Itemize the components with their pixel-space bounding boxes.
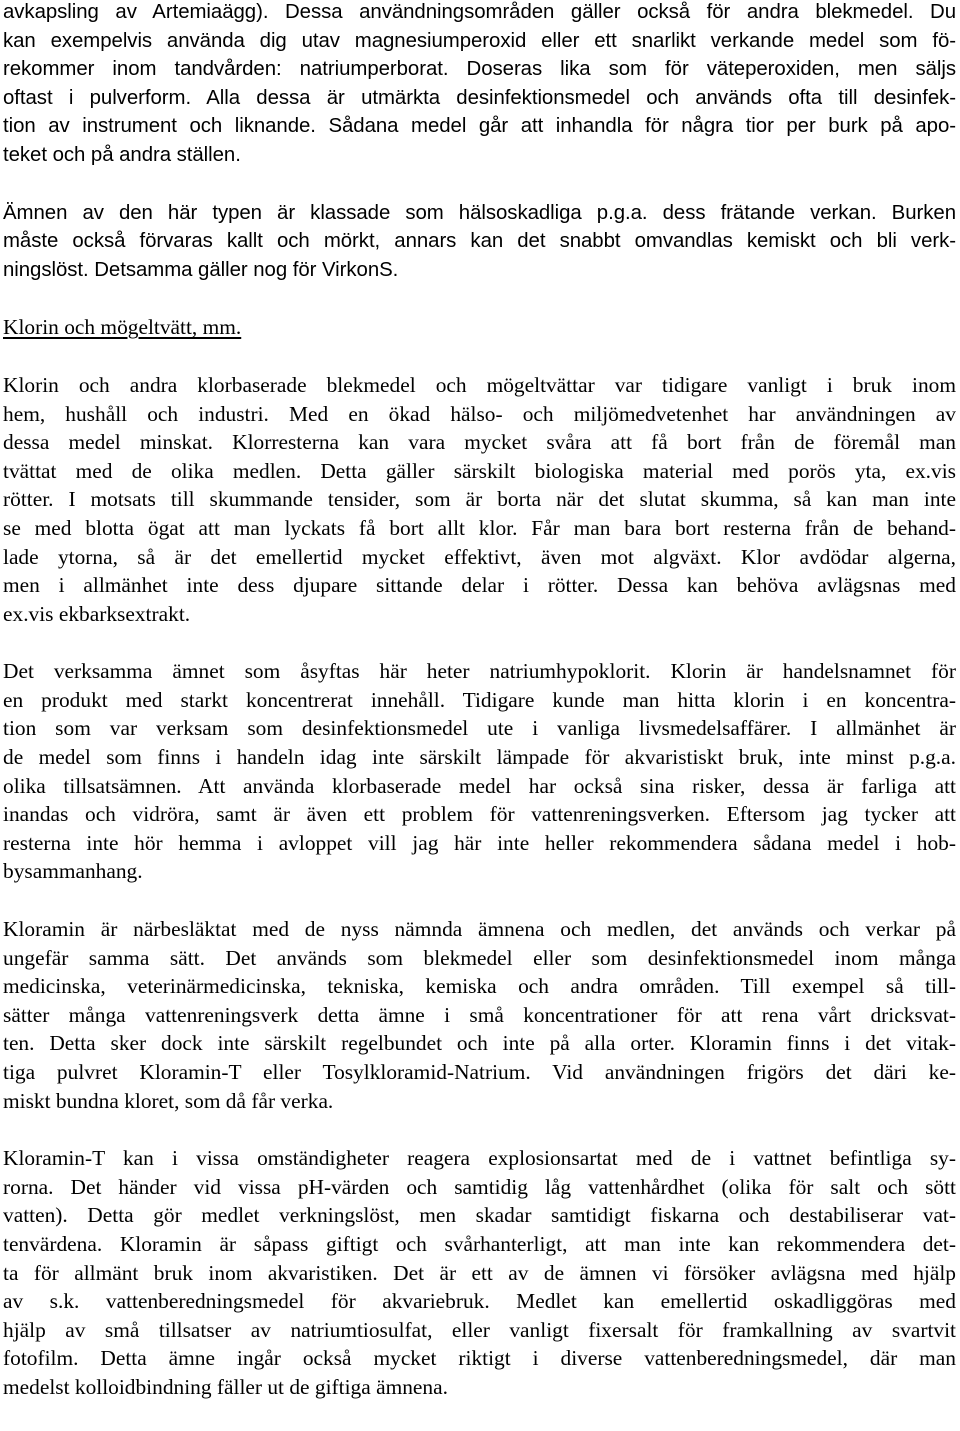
text-line: tenvärdena. Kloramin är såpass giftigt och svårhanterligt, att man inte kan rekommendera det- — [3, 1231, 956, 1256]
paragraph-hazard — [0, 199, 960, 285]
paragraph-spacer — [0, 342, 960, 371]
paragraph-spacer — [0, 284, 960, 313]
text-line: olika tillsatsämnen. Att använda klorbaserade medel har också sina risker, dessa är farliga att — [3, 773, 956, 798]
text-line: medicinska, veterinärmedicinska, tekniska, kemiska och andra områden. Till exempel så till- — [3, 974, 956, 999]
text-line: inandas och vidröra, samt är även ett problem för vattenreningsverken. Eftersom jag tycker att — [3, 802, 956, 827]
text-line: resterna inte hör hemma i avloppet vill jag här inte heller rekommendera sådana medel i hob- — [3, 830, 956, 855]
section-heading — [0, 313, 960, 342]
text-line: ta för allmänt bruk inom akvaristiken. Det är ett av de ämnen vi försöker avlägsna med hjälp — [3, 1260, 956, 1285]
text-line: Klorin och andra klorbaserade blekmedel och mögeltvättar var tidigare vanligt i bruk inom — [3, 372, 956, 397]
text-line: hjälp av små tillsatser av natriumtiosulfat, eller vanligt fixersalt för framkallning av svartvit — [3, 1317, 956, 1342]
text-line: ex.vis ekbarksextrakt. — [3, 601, 191, 626]
text-line: medelst kolloidbindning fäller ut de giftiga ämnena. — [3, 1374, 448, 1399]
text-line: hem, hushåll och industri. Med en ökad hälso- och miljömedvetenhet har användningen av — [3, 401, 956, 426]
paragraph-hypoklorit — [0, 657, 960, 886]
text-line: fotofilm. Detta ämne ingår också mycket riktigt i diverse vattenberedningsmedel, där man — [3, 1346, 956, 1371]
text-line: ten. Detta sker dock inte särskilt regelbundet och inte på alla orter. Kloramin finns i det vitak- — [3, 1031, 956, 1056]
text-line: rorna. Det händer vid vissa pH-värden och samtidig låg vattenhårdhet (olika för salt och sött — [3, 1174, 956, 1199]
text-line: Ämnen av den här typen är klassade som hälsoskadliga p.g.a. dess frätande verkan. Burken — [3, 201, 956, 224]
text-line: Kloramin är närbesläktat med de nyss nämnda ämnena och medlen, det används och verkar på — [3, 917, 956, 942]
text-line: måste också förvaras kallt och mörkt, annars kan det snabbt omvandlas kemiskt och bli verk- — [3, 230, 956, 253]
text-line: de medel som finns i handeln idag inte särskilt lämpade för akvaristiskt bruk, inte minst p.g.a. — [3, 745, 956, 770]
text-line: men i allmänhet inte dess djupare sittande delar i rötter. Dessa kan behöva avlägsnas med — [3, 573, 956, 598]
text-line: tvättat med de olika medlen. Detta gäller särskilt biologiska material med porös yta, ex.vis — [3, 458, 956, 483]
paragraph-klorin — [0, 371, 960, 628]
text-line: en produkt med starkt koncentrerat innehåll. Tidigare kunde man hitta klorin i en koncentra- — [3, 687, 956, 712]
text-line: rötter. I motsats till skummande tensider, som är borta när det slutat skumma, så kan man inte — [3, 487, 956, 512]
text-line: teket och på andra ställen. — [3, 143, 241, 166]
text-line: rekommer inom tandvården: natriumperborat. Doseras lika som för väteperoxiden, men säljs — [3, 58, 956, 81]
paragraph-spacer — [0, 628, 960, 657]
text-line: miskt bundna kloret, som då får verka. — [3, 1088, 334, 1113]
text-line: tion av instrument och liknande. Sådana medel går att inhandla för några tior per burk på apo- — [3, 115, 956, 138]
text-line: av s.k. vattenberedningsmedel för akvariebruk. Medlet kan emellertid oskadliggöras med — [3, 1289, 956, 1314]
text-line: avkapsling av Artemiaägg). Dessa användningsområden gäller också för andra blekmedel. Du — [3, 1, 956, 23]
paragraph-spacer — [0, 170, 960, 199]
text-line: Kloramin-T kan i vissa omständigheter reagera explosionsartat med de i vattnet befintliga sy- — [3, 1146, 956, 1171]
paragraph-kloramin — [0, 915, 960, 1115]
text-line: sätter många vattenreningsverk detta ämne i små koncentrationer för att rena vårt dricksvat- — [3, 1002, 956, 1027]
text-line: kan exempelvis använda dig utav magnesiumperoxid eller ett snarlikt verkande medel som fö- — [3, 29, 956, 52]
paragraph-artemia — [0, 0, 960, 170]
paragraph-spacer — [0, 1115, 960, 1144]
text-line: tion som var verksam som desinfektionsmedel ute i vanliga livsmedelsaffärer. I allmänhet är — [3, 716, 956, 741]
text-line: tiga pulvret Kloramin-T eller Tosylkloramid-Natrium. Vid användningen frigörs det däri ke- — [3, 1060, 956, 1084]
text-line: vatten). Detta gör medlet verkningslöst, men skadar samtidigt fiskarna och destabiliserar vat- — [3, 1203, 956, 1228]
text-line: ungefär samma sätt. Det används som blekmedel eller som desinfektionsmedel inom många — [3, 945, 956, 970]
text-line: bysammanhang. — [3, 859, 143, 884]
text-line: dessa medel minskat. Klorresterna kan vara mycket svåra att få bort från de föremål man — [3, 430, 956, 455]
text-line: se med blotta ögat att man lyckats få bort allt klor. Får man bara bort resterna från de behand- — [3, 515, 956, 540]
text-line: lade ytorna, så är det emellertid mycket effektivt, även mot algväxt. Klor avdödar algerna, — [3, 544, 956, 569]
paragraph-spacer — [0, 886, 960, 915]
paragraph-kloramin-t — [0, 1144, 960, 1401]
text-line: ningslöst. Detsamma gäller nog för VirkonS. — [3, 258, 399, 281]
heading-text: Klorin och mögeltvätt, mm. — [3, 315, 242, 340]
text-line: oftast i pulverform. Alla dessa är utmärkta desinfektionsmedel och används ofta till desinfek- — [3, 86, 956, 109]
text-line: Det verksamma ämnet som åsyftas här heter natriumhypoklorit. Klorin är handelsnamnet för — [3, 659, 956, 684]
